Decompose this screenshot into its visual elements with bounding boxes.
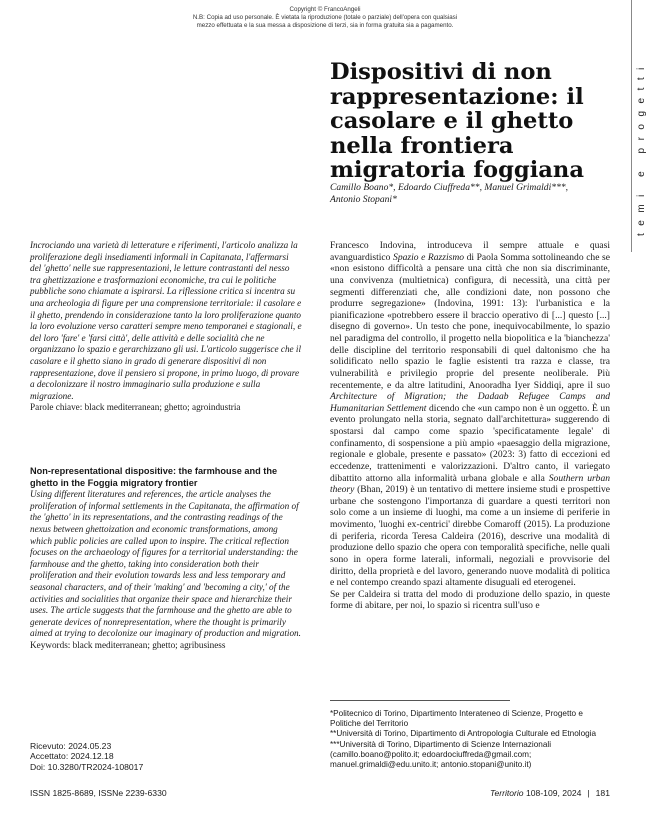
body-p1-part-d: (Bhan, 2019) è un tentativo di mettere insieme studi e prospettive urbane che sostengono l'importanza di guardare a questi territori non solo come a un insieme di luoghi, ma come a un insieme di periferie in movimento, 'luoghi ex-centrici' direbbe Comaroff (2015). La produzione di periferia, ricorda Teresa Caldeira (2016), descrive una modalità di produzione dello spazio che opera con temporalità specifiche, nelle quali sono in opera forme laterali, informali, negoziali e provvisorie del diritto, della proprietà e del lavoro, generando nuove modalità di politica e nel contempo creando spazi altamente disuguali ed eterogenei. — [330, 484, 610, 589]
doi: Doi: 10.3280/TR2024-108017 — [30, 761, 144, 772]
authors-line-2: Antonio Stopani* — [330, 194, 397, 205]
copyright-notice — [0, 6, 650, 30]
abstract-italian-text: Incrociando una varietà di letterature e riferimenti, l'articolo analizza la proliferazione degli insediamenti informali in Capitanata, l'affermarsi del 'ghetto' nelle sue rappresentazioni, le letture contrastanti del nesso tra ghettizzazione e trasformazioni economiche, tra cui le politiche pubbliche sono chiamate a ispirarsi. La riflessione critica si incentra su una archeologia di figure per una comprensione territoriale: il casolare e il ghetto, prendendo in considerazione tanto la loro proliferazione quanto la loro evoluzione verso caratteri sempre meno temporanei e stagionali, e del loro 'fare' e 'farsi città', delle attività e delle socialità che ne organizzano lo spazio e gerarchizzano gli usi. L'articolo suggerisce che il casolare e il ghetto siano in grado di generare dispositivi di non rappresentazione, dove il pensiero si propone, in primo luogo, di provare a decolonizzare il nostro immaginario sulla produzione e sulla migrazione. — [30, 240, 302, 401]
footnote-emails-1: (camillo.boano@polito.it; edoardociuffreda@gmail.com; — [330, 749, 532, 759]
copyright-line-3: mezzo effettuata e la sua messa a disposizione di terzi, sia in forma gratuita sia a pagamento. — [196, 22, 454, 29]
footnote-2: **Università di Torino, Dipartimento di Antropologia Culturale ed Etnologia — [330, 729, 597, 739]
section-tab-label: temi e progetti — [636, 60, 647, 236]
received-date: Ricevuto: 2024.05.23 — [30, 741, 112, 751]
footnote-1: *Politecnico di Torino, Dipartimento Interateneo di Scienze, Progetto e Politiche del Territorio — [330, 709, 583, 729]
body-p1-title-3: Southern urban theory — [330, 472, 610, 496]
article-title: Dispositivi di non rappresentazione: il casolare e il ghetto nella frontiera migratoria foggiana — [330, 59, 585, 183]
footnote-emails-2: manuel.grimaldi@edu.unito.it; antonio.stopani@unito.it) — [330, 760, 532, 770]
body-paragraph-1 — [330, 240, 610, 589]
abstract-english-text: Using different literatures and references, the article analyses the proliferation of informal settlements in the Capitanata, the affirmation of the 'ghetto' in its representations, and the contrasting readings of the nexus between ghettoization and economic transformations, among which public policies are called upon to inspire. The critical reflection focuses on the archaeology of figures for a territorial understanding: the farmhouse and the ghetto, taking into consideration both their proliferation and their evolution towards less and less temporary and seasonal characters, and of their 'making' and 'becoming a city,' of the activities and socialities that organize their space and hierarchize their uses. The article suggests that the farmhouse and the ghetto are able to generate devices of nonrepresentation, where the thought is primarily aimed at trying to decolonize our imaginary of production and migration. — [30, 489, 301, 639]
body-p1-part-c: dicendo che «un campo non è un oggetto. È un evento prolungato nella storia, segnato dall'architettura» suggerendo di spostarsi dal campo come spazio 'specificatamente legale' di confinamento, di sospensione a più ampio «paesaggio della migrazione, regionale e globale, presente e passato» (2023: 3) fatto di eccezioni ed eccedenze, trattenimenti e valorizzazioni. D'altro canto, il variegato dibattito attorno alla informalità urbana globale e alla — [330, 402, 610, 484]
authors-line-1: Camillo Boano*, Edoardo Ciuffreda**, Manuel Grimaldi***, — [330, 182, 569, 193]
body-p1-part-a: Francesco Indovina, introduceva il sempre attuale e quasi avanguardistico — [330, 240, 610, 263]
section-tab — [631, 0, 650, 252]
keywords-italian: Parole chiave: black mediterranean; ghetto; agroindustria — [30, 402, 241, 413]
copyright-line-1: Copyright © FrancoAngeli — [289, 6, 361, 13]
issn: ISSN 1825-8689, ISSNe 2239-6330 — [30, 788, 167, 798]
author-list — [330, 182, 600, 206]
journal-citation — [490, 788, 610, 798]
body-paragraph-2: Se per Caldeira si tratta del modo di produzione dello spazio, in queste forme di abitare, per noi, lo spazio si ricentra sull'uso e — [330, 588, 610, 612]
page-number: 181 — [595, 788, 610, 798]
body-text — [330, 240, 610, 612]
footer-separator: | — [587, 788, 590, 798]
journal-name: Territorio — [490, 788, 524, 798]
abstract-italian — [30, 240, 302, 414]
english-title: Non-representational dispositive: the farmhouse and the ghetto in the Foggia migratory frontier — [30, 466, 278, 488]
keywords-english: Keywords: black mediterranean; ghetto; agribusiness — [30, 639, 226, 650]
footnote-divider — [330, 700, 510, 701]
abstract-english — [30, 466, 302, 652]
copyright-line-2: N.B: Copia ad uso personale. È vietata la riproduzione (totale o parziale) dell'opera con qualsiasi — [192, 14, 458, 21]
accepted-date: Accettato: 2024.12.18 — [30, 751, 114, 762]
body-p1-title-1: Spazio e Razzismo — [393, 251, 464, 263]
affiliation-footnotes — [330, 709, 610, 770]
body-p1-part-b: di Paola Somma sottolineando che se «non esistono difficoltà a pensare una città che non sia discriminante, una convivenza (multietnica) configura, di necessità, una città per segmenti differenziati che, alle condizioni date, non possono che produrre segregazione» (Indovina, 1991: 13): l'urbanistica e la pianificazione «potrebbero essere il braccio operativo di [...] questo [...] disegno di governo». Un testo che pone, inequivocabilmente, lo spazio nel paradigma del controllo, il progetto nella biopolitica e la 'bianchezza' delle discipline del territorio responsabili di quel daltonismo che ha solidificato nello spazio le faglie esistenti tra razza e classe, tra vulnerabilità e privilegio proprie del presente neoliberale. Più recentemente, e da altre latitudini, Anooradha Iyer Siddiqi, apre il suo — [330, 251, 610, 391]
article-dates — [30, 741, 302, 772]
footnote-3: ***Università di Torino, Dipartimento di Scienze Internazionali — [330, 739, 552, 749]
body-p1-title-2: Architecture of Migration; the Dadaab Refugee Camps and Humanitarian Settlement — [330, 391, 610, 414]
journal-issue: 108-109, 2024 — [525, 788, 582, 798]
